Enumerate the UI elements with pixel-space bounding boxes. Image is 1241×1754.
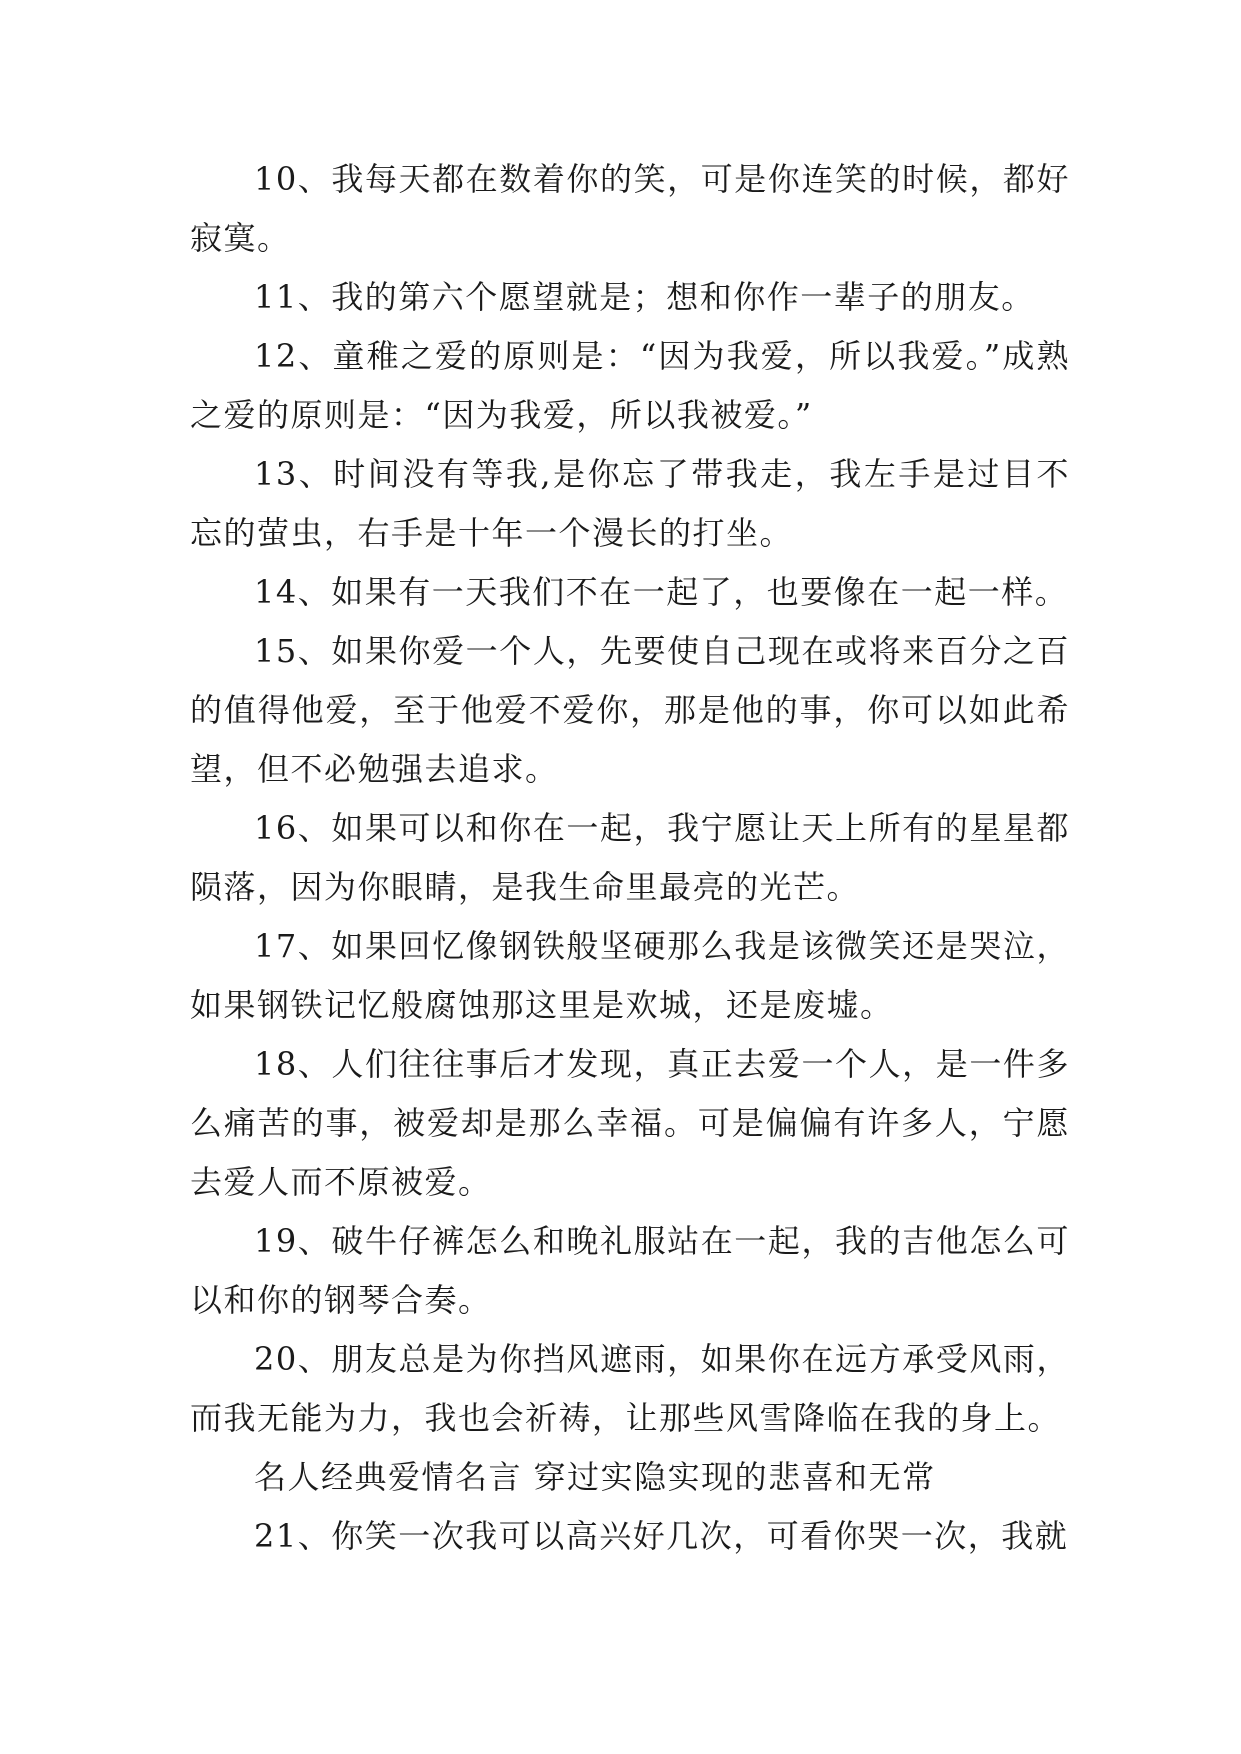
paragraph-17: 17、如果回忆像钢铁般坚硬那么我是该微笑还是哭泣，如果钢铁记忆般腐蚀那这里是欢城，还是废墟。 [190,927,1070,1024]
paragraph-10: 10、我每天都在数着你的笑，可是你连笑的时候，都好寂寞。 [190,160,1070,257]
paragraph-15: 15、如果你爱一个人，先要使自己现在或将来百分之百的值得他爱，至于他爱不爱你，那是他的事，你可以如此希望，但不必勉强去追求。 [190,632,1070,788]
paragraph-11: 11、我的第六个愿望就是；想和你作一辈子的朋友。 [254,278,1035,316]
paragraph-12: 12、童稚之爱的原则是：“因为我爱，所以我爱。”成熟之爱的原则是：“因为我爱，所以我被爱。” [190,337,1070,434]
document-body [190,150,1070,1566]
paragraph-13: 13、时间没有等我,是你忘了带我走，我左手是过目不忘的萤虫，右手是十年一个漫长的打坐。 [190,455,1070,552]
paragraph-20: 20、朋友总是为你挡风遮雨，如果你在远方承受风雨，而我无能为力，我也会祈祷，让那些风雪降临在我的身上。 [190,1340,1070,1437]
paragraph-21: 21、你笑一次我可以高兴好几次，可看你哭一次，我就 [254,1517,1069,1555]
paragraph-18: 18、人们往往事后才发现，真正去爱一个人，是一件多么痛苦的事，被爱却是那么幸福。可是偏偏有许多人，宁愿去爱人而不原被爱。 [190,1045,1070,1201]
paragraph-16: 16、如果可以和你在一起，我宁愿让天上所有的星星都陨落，因为你眼睛，是我生命里最亮的光芒。 [190,809,1070,906]
section-heading: 名人经典爱情名言 穿过实隐实现的悲喜和无常 [254,1458,936,1496]
paragraph-14: 14、如果有一天我们不在一起了，也要像在一起一样。 [254,573,1069,611]
paragraph-19: 19、破牛仔裤怎么和晚礼服站在一起，我的吉他怎么可以和你的钢琴合奏。 [190,1222,1070,1319]
